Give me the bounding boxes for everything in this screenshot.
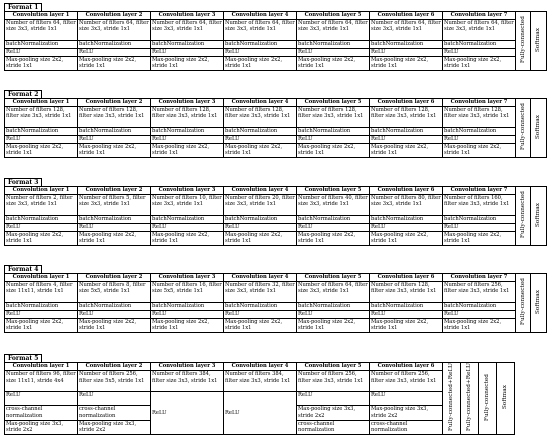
f1-layer-2-pool: Max-pooling size 2x2, stride 1x1 (78, 57, 151, 71)
f1-layer-5-header: Convolution layer 5 (297, 12, 370, 20)
f4-layer-6-norm: batchNormalization (370, 303, 443, 311)
format-5-title: Format 5 (4, 354, 42, 363)
f4-layer-6-act: ReLU (370, 311, 443, 319)
f3-layer-6-norm: batchNormalization (370, 216, 443, 224)
f4-layer-2-act: ReLU (78, 311, 151, 319)
f4-layer-1-pool: Max-pooling size 2x2, stride 1x1 (5, 319, 78, 333)
f2-layer-4-norm: batchNormalization (224, 128, 297, 136)
f5-layer-6-filters: Number of filters 256, filter size 3x3, stride 1x1 (370, 371, 443, 392)
f4-layer-4-pool: Max-pooling size 2x2, stride 1x1 (224, 319, 297, 333)
f5-layer-3-filters: Number of filters 384, filter size 3x3, stride 1x1 (151, 371, 224, 392)
f4-layer-4-filters: Number of filters 32, filter size 3x3, stride 1x1 (224, 282, 297, 303)
f5-layer-3-relu: ReLU (151, 392, 224, 435)
f2-layer-1-act: ReLU (5, 136, 78, 144)
f5-softmax-label: Softmax (502, 384, 508, 410)
f3-layer-7-pool: Max-pooling size 2x2, stride 1x1 (443, 232, 516, 246)
f3-layer-3-filters: Number of filters 10, filter size 3x3, stride 1x1 (151, 195, 224, 216)
f4-layer-7-norm: batchNormalization (443, 303, 516, 311)
f2-layer-6-pool: Max-pooling size 2x2, stride 1x1 (370, 144, 443, 158)
f4-layer-6-header: Convolution layer 6 (370, 274, 443, 282)
f5-layer-1-relu: ReLU (5, 392, 78, 406)
f3-fc-label: Fully-connected (519, 191, 526, 239)
f2-layer-2-norm: batchNormalization (78, 128, 151, 136)
f3-layer-1-act: ReLU (5, 224, 78, 232)
f1-layer-5-pool: Max-pooling size 2x2, stride 1x1 (297, 57, 370, 71)
f5-layer-2-relu: ReLU (78, 392, 151, 406)
f1-layer-7-norm: batchNormalization (443, 41, 516, 49)
f3-layer-2-act: ReLU (78, 224, 151, 232)
f1-layer-2-filters: Number of filters 64, filter size 3x3, stride 1x1 (78, 20, 151, 41)
f5-layer-4-relu: ReLU (224, 392, 297, 435)
f5-fc2-cell (461, 363, 479, 435)
f2-layer-1-norm: batchNormalization (5, 128, 78, 136)
f3-layer-5-header: Convolution layer 5 (297, 187, 370, 195)
f1-layer-1-filters: Number of filters 64, filter size 3x3, stride 1x1 (5, 20, 78, 41)
f2-layer-3-norm: batchNormalization (151, 128, 224, 136)
f1-layer-6-filters: Number of filters 64, filter size 3x3, stride 1x1 (370, 20, 443, 41)
f1-layer-3-pool: Max-pooling size 2x2, stride 1x1 (151, 57, 224, 71)
f2-softmax-label: Softmax (535, 114, 541, 139)
f1-layer-1-norm: batchNormalization (5, 41, 78, 49)
f3-layer-5-filters: Number of filters 40, filter size 3x3, stride 1x1 (297, 195, 370, 216)
f3-layer-3-norm: batchNormalization (151, 216, 224, 224)
f4-layer-7-filters: Number of filters 256, filter size 3x3, stride 1x1 (443, 282, 516, 303)
f5-layer-2-header: Convolution layer 2 (78, 363, 151, 371)
f4-layer-3-norm: batchNormalization (151, 303, 224, 311)
format-2-title: Format 2 (4, 90, 42, 99)
f3-softmax-label: Softmax (535, 202, 541, 227)
f2-layer-2-pool: Max-pooling size 2x2, stride 1x1 (78, 144, 151, 158)
f5-layer-5-row4: cross-channel normalization (297, 420, 370, 434)
f1-layer-2-norm: batchNormalization (78, 41, 151, 49)
f2-layer-2-header: Convolution layer 2 (78, 99, 151, 107)
f2-layer-3-header: Convolution layer 3 (151, 99, 224, 107)
f1-layer-6-pool: Max-pooling size 2x2, stride 1x1 (370, 57, 443, 71)
f5-fc1-label: Fully-connected+ReLU (448, 363, 454, 432)
f1-softmax-label: Softmax (535, 27, 541, 52)
f2-layer-2-filters: Number of filters 128, filter size 3x3, stride 1x1 (78, 107, 151, 128)
f5-layer-2-row4: Max-pooling size 3x3, stride 2x2 (78, 420, 151, 434)
f5-fc3-label: Fully-connected (484, 373, 490, 421)
f3-layer-3-act: ReLU (151, 224, 224, 232)
f3-layer-2-filters: Number of filters 5, filter size 3x3, stride 1x1 (78, 195, 151, 216)
f1-layer-5-norm: batchNormalization (297, 41, 370, 49)
f4-layer-1-act: ReLU (5, 311, 78, 319)
f3-layer-6-filters: Number of filters 80, filter size 3x3, stride 1x1 (370, 195, 443, 216)
f5-fc1-cell (443, 363, 461, 435)
f3-layer-7-filters: Number of filters 160, filter size 3x3, stride 1x1 (443, 195, 516, 216)
f3-layer-7-header: Convolution layer 7 (443, 187, 516, 195)
f4-layer-5-norm: batchNormalization (297, 303, 370, 311)
f1-layer-4-filters: Number of filters 64, filter size 3x3, stride 1x1 (224, 20, 297, 41)
format-2-table (4, 98, 547, 158)
f1-layer-4-pool: Max-pooling size 2x2, stride 1x1 (224, 57, 297, 71)
f5-layer-1-filters: Number of filters 96, filter size 11x11, stride 4x4 (5, 371, 78, 392)
f2-layer-4-header: Convolution layer 4 (224, 99, 297, 107)
format-3-table (4, 186, 547, 246)
f1-layer-7-filters: Number of filters 64, filter size 3x3, stride 1x1 (443, 20, 516, 41)
f4-layer-3-header: Convolution layer 3 (151, 274, 224, 282)
f1-layer-7-pool: Max-pooling size 2x2, stride 1x1 (443, 57, 516, 71)
f4-layer-1-norm: batchNormalization (5, 303, 78, 311)
f2-layer-4-act: ReLU (224, 136, 297, 144)
f1-layer-6-norm: batchNormalization (370, 41, 443, 49)
f2-layer-3-pool: Max-pooling size 2x2, stride 1x1 (151, 144, 224, 158)
f4-fc-label: Fully-connected (519, 278, 526, 326)
f5-layer-5-filters: Number of filters 256, filter size 3x3, stride 1x1 (297, 371, 370, 392)
f2-layer-4-pool: Max-pooling size 2x2, stride 1x1 (224, 144, 297, 158)
f5-layer-1-row4: Max-pooling size 3x3, stride 2x2 (5, 420, 78, 434)
f2-softmax-cell (531, 99, 547, 158)
f2-layer-1-pool: Max-pooling size 2x2, stride 1x1 (5, 144, 78, 158)
f3-layer-3-header: Convolution layer 3 (151, 187, 224, 195)
f4-layer-1-filters: Number of filters 4, filter size 11x11, stride 1x1 (5, 282, 78, 303)
f3-layer-5-pool: Max-pooling size 2x2, stride 1x1 (297, 232, 370, 246)
format-1-table (4, 11, 547, 71)
f4-layer-6-filters: Number of filters 128, filter size 3x3, stride 1x1 (370, 282, 443, 303)
f1-layer-6-header: Convolution layer 6 (370, 12, 443, 20)
f4-layer-4-header: Convolution layer 4 (224, 274, 297, 282)
f4-softmax-label: Softmax (535, 289, 541, 314)
f2-layer-3-filters: Number of filters 128, filter size 3x3, stride 1x1 (151, 107, 224, 128)
f4-layer-1-header: Convolution layer 1 (5, 274, 78, 282)
f4-layer-7-pool: Max-pooling size 2x2, stride 1x1 (443, 319, 516, 333)
f4-layer-2-norm: batchNormalization (78, 303, 151, 311)
f3-layer-1-filters: Number of filters 2, filter size 3x3, stride 1x1 (5, 195, 78, 216)
f4-fc-cell (516, 274, 531, 333)
f4-layer-7-act: ReLU (443, 311, 516, 319)
f3-softmax-cell (531, 187, 547, 246)
f4-layer-4-act: ReLU (224, 311, 297, 319)
f2-layer-7-pool: Max-pooling size 2x2, stride 1x1 (443, 144, 516, 158)
f3-layer-2-norm: batchNormalization (78, 216, 151, 224)
f1-fc-cell (516, 12, 531, 71)
f3-layer-6-header: Convolution layer 6 (370, 187, 443, 195)
f1-layer-2-act: ReLU (78, 49, 151, 57)
f5-layer-6-relu: ReLU (370, 392, 443, 406)
f1-softmax-cell (531, 12, 547, 71)
format-3-title: Format 3 (4, 178, 42, 187)
f2-layer-5-pool: Max-pooling size 2x2, stride 1x1 (297, 144, 370, 158)
f1-layer-3-header: Convolution layer 3 (151, 12, 224, 20)
format-4-table (4, 273, 547, 333)
f1-layer-2-header: Convolution layer 2 (78, 12, 151, 20)
f4-layer-2-filters: Number of filters 8, filter size 5x5, stride 1x1 (78, 282, 151, 303)
f1-layer-3-act: ReLU (151, 49, 224, 57)
f3-layer-2-header: Convolution layer 2 (78, 187, 151, 195)
f4-layer-5-header: Convolution layer 5 (297, 274, 370, 282)
f2-layer-3-act: ReLU (151, 136, 224, 144)
f1-layer-4-header: Convolution layer 4 (224, 12, 297, 20)
f1-layer-1-header: Convolution layer 1 (5, 12, 78, 20)
f2-fc-cell (516, 99, 531, 158)
f4-layer-5-act: ReLU (297, 311, 370, 319)
f5-layer-5-header: Convolution layer 5 (297, 363, 370, 371)
f3-layer-4-filters: Number of filters 20, filter size 3x3, stride 1x1 (224, 195, 297, 216)
f4-layer-3-act: ReLU (151, 311, 224, 319)
f2-layer-6-act: ReLU (370, 136, 443, 144)
f5-layer-5-relu: ReLU (297, 392, 370, 406)
f3-layer-4-act: ReLU (224, 224, 297, 232)
f4-softmax-cell (531, 274, 547, 333)
f4-layer-7-header: Convolution layer 7 (443, 274, 516, 282)
f3-layer-5-norm: batchNormalization (297, 216, 370, 224)
f3-layer-6-pool: Max-pooling size 2x2, stride 1x1 (370, 232, 443, 246)
f4-layer-3-pool: Max-pooling size 2x2, stride 1x1 (151, 319, 224, 333)
f2-layer-6-norm: batchNormalization (370, 128, 443, 136)
f4-layer-3-filters: Number of filters 16, filter size 5x5, stride 1x1 (151, 282, 224, 303)
f4-layer-6-pool: Max-pooling size 2x2, stride 1x1 (370, 319, 443, 333)
f4-layer-4-norm: batchNormalization (224, 303, 297, 311)
f3-layer-4-pool: Max-pooling size 2x2, stride 1x1 (224, 232, 297, 246)
f2-layer-7-act: ReLU (443, 136, 516, 144)
f3-layer-3-pool: Max-pooling size 2x2, stride 1x1 (151, 232, 224, 246)
f2-layer-6-filters: Number of filters 128, filter size 3x3, stride 1x1 (370, 107, 443, 128)
f2-layer-7-norm: batchNormalization (443, 128, 516, 136)
f2-fc-label: Fully-connected (519, 103, 526, 151)
f4-layer-5-pool: Max-pooling size 2x2, stride 1x1 (297, 319, 370, 333)
f3-layer-6-act: ReLU (370, 224, 443, 232)
f3-layer-4-norm: batchNormalization (224, 216, 297, 224)
format-1-title: Format 1 (4, 3, 42, 12)
f3-layer-1-pool: Max-pooling size 2x2, stride 1x1 (5, 232, 78, 246)
f3-layer-4-header: Convolution layer 4 (224, 187, 297, 195)
f5-layer-6-row3: Max-pooling size 3x3, stride 2x2 (370, 406, 443, 420)
f1-layer-7-act: ReLU (443, 49, 516, 57)
f5-layer-2-filters: Number of filters 256, filter size 5x5, stride 1x1 (78, 371, 151, 392)
f2-layer-6-header: Convolution layer 6 (370, 99, 443, 107)
f1-layer-3-norm: batchNormalization (151, 41, 224, 49)
f1-layer-4-norm: batchNormalization (224, 41, 297, 49)
f5-layer-6-row4: cross-channel normalization (370, 420, 443, 434)
f3-layer-5-act: ReLU (297, 224, 370, 232)
f3-layer-7-act: ReLU (443, 224, 516, 232)
format-4-title: Format 4 (4, 265, 42, 274)
f1-layer-5-filters: Number of filters 64, filter size 3x3, stride 1x1 (297, 20, 370, 41)
f4-layer-2-pool: Max-pooling size 2x2, stride 1x1 (78, 319, 151, 333)
f4-layer-5-filters: Number of filters 64, filter size 3x3, stride 1x1 (297, 282, 370, 303)
f2-layer-7-filters: Number of filters 128, filter size 3x3, stride 1x1 (443, 107, 516, 128)
f1-layer-1-pool: Max-pooling size 2x2, stride 1x1 (5, 57, 78, 71)
f3-layer-1-norm: batchNormalization (5, 216, 78, 224)
f1-layer-7-header: Convolution layer 7 (443, 12, 516, 20)
f1-layer-5-act: ReLU (297, 49, 370, 57)
f5-layer-4-header: Convolution layer 4 (224, 363, 297, 371)
f5-fc2-label: Fully-connected+ReLU (466, 363, 472, 432)
f3-layer-2-pool: Max-pooling size 2x2, stride 1x1 (78, 232, 151, 246)
f1-layer-4-act: ReLU (224, 49, 297, 57)
f4-layer-2-header: Convolution layer 2 (78, 274, 151, 282)
f5-layer-5-row3: Max-pooling size 3x3, stride 2x2 (297, 406, 370, 420)
f2-layer-1-filters: Number of filters 128, filter size 3x3, stride 1x1 (5, 107, 78, 128)
f2-layer-5-act: ReLU (297, 136, 370, 144)
f1-layer-6-act: ReLU (370, 49, 443, 57)
f1-layer-3-filters: Number of filters 64, filter size 3x3, stride 1x1 (151, 20, 224, 41)
f5-layer-4-filters: Number of filters 384, filter size 3x3, stride 1x1 (224, 371, 297, 392)
f2-layer-1-header: Convolution layer 1 (5, 99, 78, 107)
f5-softmax-cell (497, 363, 515, 435)
format-5-table (4, 362, 515, 435)
f2-layer-7-header: Convolution layer 7 (443, 99, 516, 107)
f2-layer-5-norm: batchNormalization (297, 128, 370, 136)
f1-fc-label: Fully-connected (519, 16, 526, 64)
f2-layer-5-filters: Number of filters 128, filter size 3x3, stride 1x1 (297, 107, 370, 128)
f1-layer-1-act: ReLU (5, 49, 78, 57)
f3-layer-1-header: Convolution layer 1 (5, 187, 78, 195)
f5-layer-1-row3: cross-channel normalization (5, 406, 78, 420)
f2-layer-2-act: ReLU (78, 136, 151, 144)
f3-layer-7-norm: batchNormalization (443, 216, 516, 224)
f5-fc3-cell (479, 363, 497, 435)
f5-layer-1-header: Convolution layer 1 (5, 363, 78, 371)
f5-layer-3-header: Convolution layer 3 (151, 363, 224, 371)
f2-layer-5-header: Convolution layer 5 (297, 99, 370, 107)
f5-layer-2-row3: cross-channel normalization (78, 406, 151, 420)
f2-layer-4-filters: Number of filters 128, filter size 3x3, stride 1x1 (224, 107, 297, 128)
f5-layer-6-header: Convolution layer 6 (370, 363, 443, 371)
f3-fc-cell (516, 187, 531, 246)
